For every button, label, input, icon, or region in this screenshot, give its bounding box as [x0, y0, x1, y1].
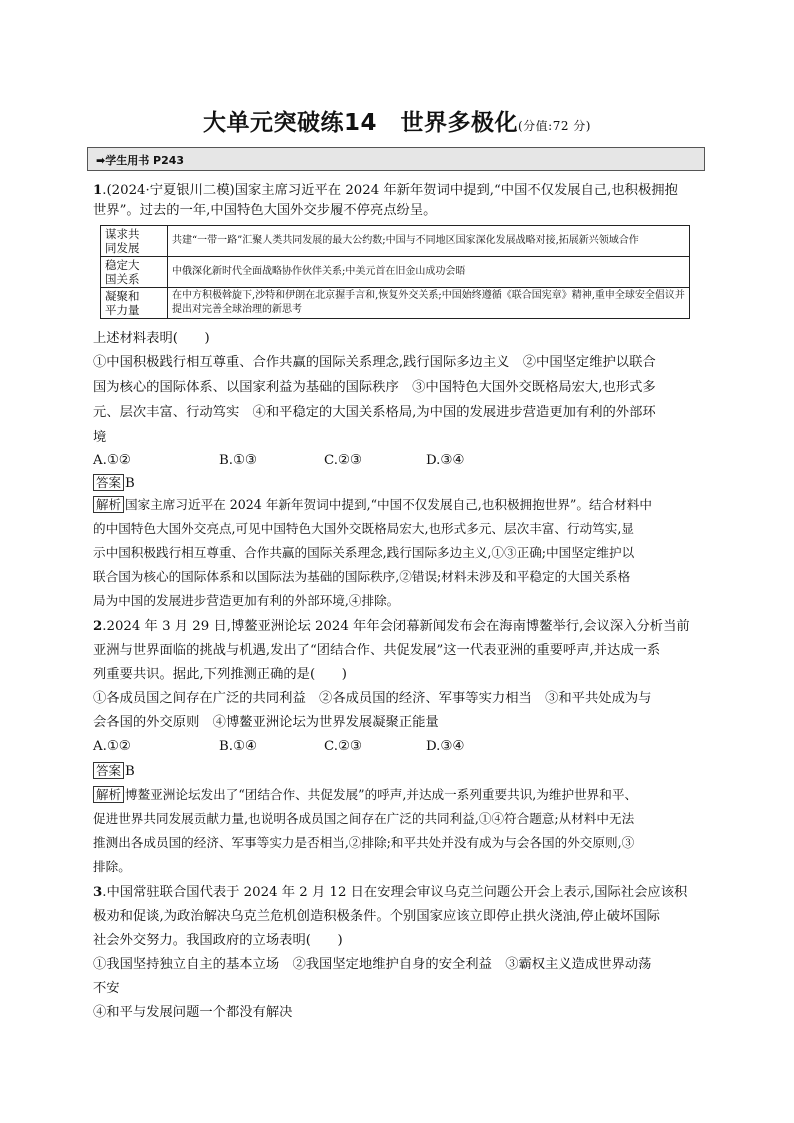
q2-answer	[93, 762, 713, 781]
q2-analysis-line: 推测出各成员国的经济、军事等实力是否相当,②排除;和平共处并没有成为与会各国的外交原则,③	[93, 835, 635, 850]
answer-tag: 答案	[93, 762, 124, 779]
q1-analysis-line	[93, 494, 711, 516]
q1-answer	[93, 474, 713, 493]
q1-analysis-line: 联合国为核心的国际体系和以国际法为基础的国际秩序,②错误;材料未涉及和平稳定的大国关系格	[93, 569, 631, 584]
option-d[interactable]: D.③④	[426, 453, 465, 468]
analysis-text: 博鳌亚洲论坛发出了“团结合作、共促发展”的呼声,并达成一系列重要共识,为维护世界和平、	[125, 787, 638, 802]
q2-analysis-line: 排除。	[93, 859, 131, 874]
table-row	[101, 257, 690, 288]
table-value-cell: 中俄深化新时代全面战略协作伙伴关系;中美元首在旧金山成功会晤	[168, 257, 690, 288]
reference-text: ➡学生用书 P243	[96, 154, 185, 167]
q3-statement-line: ④和平与发展问题一个都没有解决	[93, 1005, 293, 1020]
q1-stem-line: 世界”。过去的一年,中国特色大国外交步履不停亮点纷呈。	[93, 203, 437, 218]
q2-statement-line: 会各国的外交原则 ④博鳌亚洲论坛为世界发展凝聚正能量	[93, 715, 439, 730]
page-title	[0, 104, 794, 137]
option-d[interactable]: D.③④	[426, 739, 465, 754]
q2-statement-line: ①各成员国之间存在广泛的共同利益 ②各成员国的经济、军事等实力相当 ③和平共处成为与	[93, 691, 652, 706]
analysis-tag: 解析	[93, 786, 124, 803]
q1-statement-line: 境	[93, 430, 107, 445]
table-row	[101, 288, 690, 319]
q2-stem-line	[93, 618, 713, 636]
answer-value: B	[125, 476, 135, 491]
option-a[interactable]: A.①②	[93, 453, 131, 468]
table-key-cell: 谋求共 同发展	[101, 226, 168, 257]
table-row	[101, 226, 690, 257]
q3-stem-line: 极劝和促谈,为政治解决乌克兰危机创造积极条件。个别国家应该立即停止拱火浇油,停止破坏国际	[93, 909, 660, 924]
analysis-text: 国家主席习近平在 2024 年新年贺词中提到,“中国不仅发展自己,也积极拥抱世界”。结合材料中	[125, 497, 652, 512]
q1-analysis-line: 示中国积极践行相互尊重、合作共赢的国际关系理念,践行国际多边主义,①③正确;中国坚定维护以	[93, 545, 635, 560]
q1-statement-line: ①中国积极践行相互尊重、合作共赢的国际关系理念,践行国际多边主义 ②中国坚定维护以联合	[93, 355, 656, 370]
option-b[interactable]: B.①④	[219, 739, 257, 754]
q1-material-table	[100, 225, 690, 319]
q2-stem-text: .2024 年 3 月 29 日,博鳌亚洲论坛 2024 年年会闭幕新闻发布会在海南博鳌举行,会议深入分析当前	[102, 619, 690, 634]
title-text: 大单元突破练14 世界多极化	[202, 110, 518, 136]
q1-analysis-line: 的中国特色大国外交亮点,可见中国特色大国外交既格局宏大,也形式多元、层次丰富、行动笃实,显	[93, 521, 634, 536]
analysis-tag: 解析	[93, 496, 124, 513]
table-value-cell: 共建“一带一路”汇聚人类共同发展的最大公约数;中国与不同地区国家深化发展战略对接,拓展新兴领域合作	[168, 226, 690, 257]
q2-stem-line: 列重要共识。据此,下列推测正确的是( )	[93, 667, 347, 682]
q1-statement-line: 元、层次丰富、行动笃实 ④和平稳定的大国关系格局,为中国的发展进步营造更加有利的外部环	[93, 405, 656, 420]
table-key-cell: 稳定大 国关系	[101, 257, 168, 288]
option-b[interactable]: B.①③	[219, 453, 257, 468]
answer-tag: 答案	[93, 474, 124, 491]
q3-stem-line	[93, 884, 713, 902]
q3-number: 3	[93, 885, 103, 900]
student-book-reference	[87, 147, 705, 171]
table-key-cell: 凝聚和 平力量	[101, 288, 168, 319]
option-c[interactable]: C.②③	[324, 453, 362, 468]
q1-ask: 上述材料表明( )	[93, 331, 210, 346]
q1-number: 1	[93, 183, 103, 198]
q3-statement-line: 不安	[93, 981, 120, 996]
q1-stem-text: .(2024·宁夏银川二模)国家主席习近平在 2024 年新年贺词中提到,“中国不仅发展自己,也积极拥抱	[102, 183, 678, 198]
q2-analysis-line: 促进世界共同发展贡献力量,也说明各成员国之间存在广泛的共同利益,①④符合题意;从材料中无法	[93, 811, 635, 826]
score-text: (分值:72 分)	[518, 119, 591, 133]
q3-stem-line: 社会外交努力。我国政府的立场表明( )	[93, 933, 343, 948]
answer-value: B	[125, 764, 135, 779]
option-c[interactable]: C.②③	[324, 739, 362, 754]
q2-number: 2	[93, 619, 103, 634]
q1-analysis-line: 局为中国的发展进步营造更加有利的外部环境,④排除。	[93, 593, 400, 608]
q3-statement-line: ①我国坚持独立自主的基本立场 ②我国坚定地维护自身的安全利益 ③霸权主义造成世界动荡	[93, 957, 652, 972]
q1-statement-line: 国为核心的国际体系、以国家利益为基础的国际秩序 ③中国特色大国外交既格局宏大,也形式多	[93, 380, 656, 395]
option-a[interactable]: A.①②	[93, 739, 131, 754]
q3-stem-text: .中国常驻联合国代表于 2024 年 2 月 12 日在安理会审议乌克兰问题公开会上表示,国际社会应该积	[102, 885, 688, 900]
q2-stem-line: 亚洲与世界面临的挑战与机遇,发出了“团结合作、共促发展”这一代表亚洲的重要呼声,并达成一系	[93, 643, 661, 658]
q1-stem-line	[93, 182, 713, 200]
q2-analysis-line	[93, 784, 711, 806]
table-value-cell: 在中方积极斡旋下,沙特和伊朗在北京握手言和,恢复外交关系;中国始终遵循《联合国宪章》精神,重申全球安全倡议并提出对完善全球治理的新思考	[168, 288, 690, 319]
